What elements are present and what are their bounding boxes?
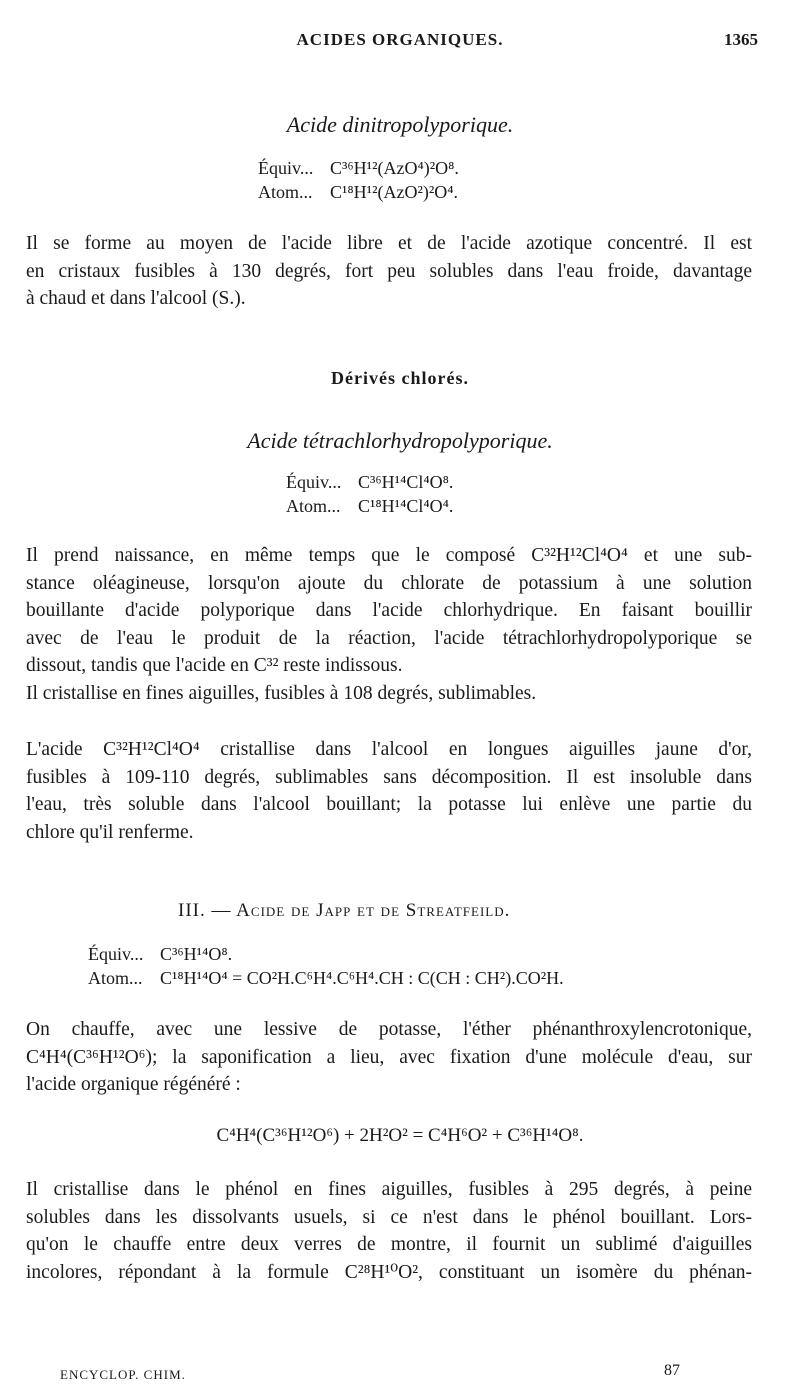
atom-formula: C¹⁸H¹⁴O⁴ = CO²H.C⁶H⁴.C⁶H⁴.CH : C(CH : CH²).CO²H.: [160, 968, 564, 988]
equiv-label: Équiv...: [286, 472, 342, 492]
atom-label: Atom...: [286, 496, 341, 516]
section3-paragraph2: [26, 1176, 752, 1286]
text-line: Il cristallise dans le phénol en fines aiguilles, fusibles à 295 degrés, à peine: [26, 1179, 752, 1200]
section1-paragraph: [26, 230, 752, 313]
section3-paragraph1: [26, 1016, 752, 1099]
equiv-formula: C³⁶H¹⁴Cl⁴O⁸.: [358, 472, 454, 492]
text-line: On chauffe, avec une lessive de potasse, l'éther phénanthroxylencrotonique,: [26, 1019, 752, 1040]
text-line: à chaud et dans l'alcool (S.).: [26, 288, 246, 309]
text-line: chlore qu'il renferme.: [26, 821, 194, 843]
text-line: dissout, tandis que l'acide en C³² reste indissous.: [26, 655, 403, 676]
atom-label: Atom...: [88, 968, 143, 988]
section3-atom: [88, 968, 564, 989]
footer-signature-number: 87: [664, 1362, 680, 1379]
section3-equiv: [88, 944, 232, 965]
text-line: Il prend naissance, en même temps que le composé C³²H¹²Cl⁴O⁴ et une sub-: [26, 545, 752, 566]
section2-paragraph2: [26, 736, 752, 846]
section1-title: Acide dinitropolyporique.: [286, 112, 514, 137]
text-line: Il se forme au moyen de l'acide libre et de l'acide azotique concentré. Il est: [26, 233, 752, 254]
text-line: fusibles à 109-110 degrés, sublimables sans décomposition. Il est insoluble dans: [26, 766, 752, 788]
text-line: avec de l'eau le produit de la réaction, l'acide tétrachlorhydropolyporique se: [26, 627, 752, 649]
text-line: incolores, répondant à la formule C²⁸H¹⁰O², constituant un isomère du phénan-: [26, 1261, 752, 1283]
running-header-title: ACIDES ORGANIQUES.: [296, 30, 504, 49]
text-line: bouillante d'acide polyporique dans l'acide chlorhydrique. En faisant bouillir: [26, 600, 752, 621]
equiv-label: Équiv...: [258, 158, 314, 178]
atom-formula: C¹⁸H¹²(AzO²)²O⁴.: [330, 182, 459, 202]
text-line: qu'on le chauffe entre deux verres de montre, il fournit un sublimé d'aiguilles: [26, 1234, 752, 1255]
section1-atom: [258, 182, 458, 203]
equiv-formula: C³⁶H¹⁴O⁸.: [160, 944, 233, 964]
section2-paragraph1: [26, 542, 752, 707]
equiv-label: Équiv...: [88, 944, 144, 964]
section2-title: Acide tétrachlorhydropolyporique.: [247, 428, 553, 453]
section3-equation: C⁴H⁴(C³⁶H¹²O⁶) + 2H²O² = C⁴H⁶O² + C³⁶H¹⁴O⁸.: [216, 1125, 584, 1146]
section1-equiv: [258, 158, 459, 179]
footer-signature: ENCYCLOP. CHIM.: [60, 1367, 186, 1382]
text-line: C⁴H⁴(C³⁶H¹²O⁶); la saponification a lieu, avec fixation d'une molécule d'eau, sur: [26, 1046, 752, 1068]
text-line: L'acide C³²H¹²Cl⁴O⁴ cristallise dans l'alcool en longues aiguilles jaune d'or,: [26, 739, 752, 760]
section2-atom: [286, 496, 453, 517]
text-line: l'acide organique régénéré :: [26, 1074, 241, 1095]
text-line: solubles dans les dissolvants usuels, si ce n'est dans le phénol bouillant. Lors-: [26, 1206, 752, 1228]
section2-heading: Dérivés chlorés.: [331, 368, 469, 388]
atom-formula: C¹⁸H¹⁴Cl⁴O⁴.: [358, 496, 454, 516]
page-number: 1365: [724, 30, 758, 49]
equiv-formula: C³⁶H¹²(AzO⁴)²O⁸.: [330, 158, 459, 178]
atom-label: Atom...: [258, 182, 313, 202]
section3-title: III. — Acide de Japp et de Streatfeild.: [178, 900, 511, 921]
section2-equiv: [286, 472, 453, 493]
text-line: l'eau, très soluble dans l'alcool bouillant; la potasse lui enlève une partie du: [26, 794, 752, 815]
text-line: en cristaux fusibles à 130 degrés, fort peu solubles dans l'eau froide, davantage: [26, 260, 752, 282]
text-line: stance oléagineuse, lorsqu'on ajoute du chlorate de potassium à une solution: [26, 572, 752, 594]
text-line: Il cristallise en fines aiguilles, fusibles à 108 degrés, sublimables.: [26, 682, 537, 704]
